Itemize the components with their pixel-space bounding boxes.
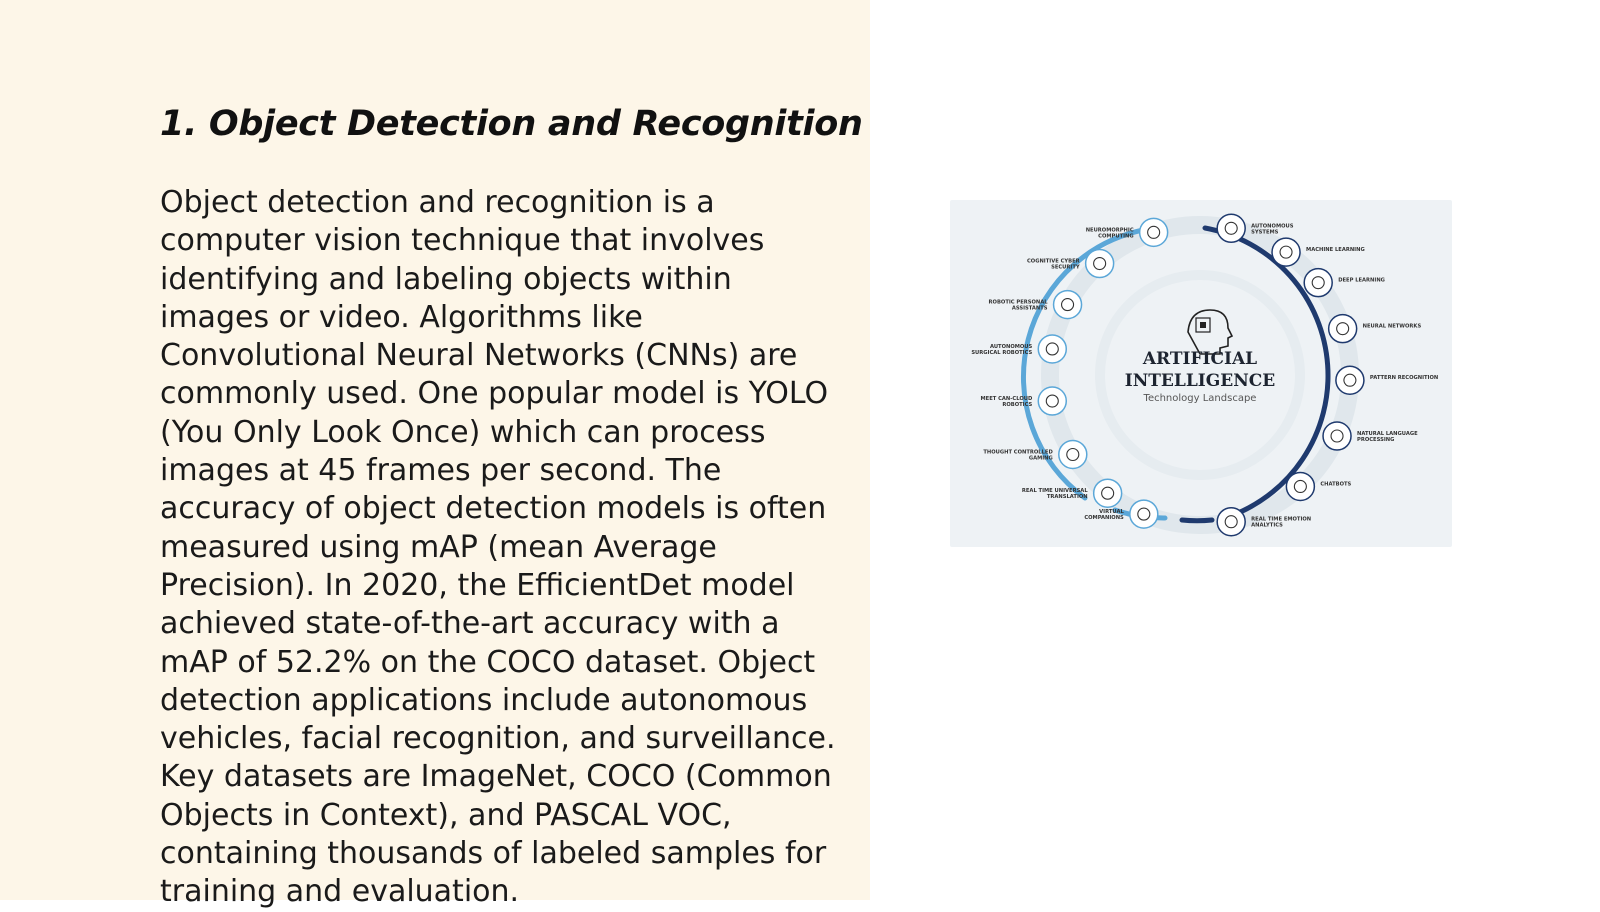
right-node-label-6-0: CHATBOTS bbox=[1320, 481, 1352, 488]
figure-subtitle: Technology Landscape bbox=[1143, 393, 1257, 404]
right-node-label-7-1: ANALYTICS bbox=[1251, 522, 1283, 529]
left-node-label-0-0: NEUROMORPHIC bbox=[1085, 227, 1134, 234]
right-node-label-5-0: NATURAL LANGUAGE bbox=[1357, 431, 1418, 438]
figure-title-line1: ARTIFICIAL bbox=[1142, 349, 1258, 369]
slide-body-text: Object detection and recognition is a computer vision technique that involves identifying and labeling objects within images or video. Algorithms like Convolutional Neural Networks (CNNs) are commonly used. One popular model is YOLO (You Only Look Once) which can process images at 45 frames per second. The accuracy of object detection models is often measured using mAP (mean Average Precision). In 2020, the EfficientDet model achieved state-of-the-art accuracy with a mAP of 52.2% on the COCO dataset. Object detection applications include autonomous vehicles, facial recognition, and surveillance. Key datasets are ImageNet, COCO (Common Objects in Context), and PASCAL VOC, containing thousands of labeled samples for training and evaluation. bbox=[160, 185, 836, 910]
left-node-6 bbox=[1022, 479, 1122, 507]
left-node-label-6-1: TRANSLATION bbox=[1046, 494, 1088, 501]
right-node-label-0-0: AUTONOMOUS bbox=[1251, 223, 1294, 230]
right-node-3 bbox=[1329, 315, 1422, 343]
figure-title-line2: INTELLIGENCE bbox=[1124, 371, 1276, 391]
left-node-label-7-1: COMPANIONS bbox=[1084, 515, 1124, 522]
ai-landscape-figure bbox=[950, 200, 1452, 547]
right-node-label-2-0: DEEP LEARNING bbox=[1338, 277, 1385, 284]
right-node-label-1-0: MACHINE LEARNING bbox=[1306, 247, 1365, 254]
right-node-label-0-1: SYSTEMS bbox=[1251, 229, 1279, 236]
left-node-label-0-1: COMPUTING bbox=[1098, 233, 1134, 240]
right-node-label-3-0: NEURAL NETWORKS bbox=[1362, 323, 1422, 330]
left-node-label-3-0: AUTONOMOUS bbox=[989, 343, 1033, 350]
left-node-label-5-1: GAMING bbox=[1028, 455, 1053, 462]
left-node-label-6-0: REAL TIME UNIVERSAL bbox=[1021, 488, 1088, 495]
right-node-label-5-1: PROCESSING bbox=[1357, 437, 1395, 444]
left-node-1 bbox=[1027, 250, 1114, 278]
right-node-2 bbox=[1304, 269, 1385, 297]
left-node-label-7-0: VIRTUAL bbox=[1099, 509, 1124, 516]
right-node-4 bbox=[1336, 366, 1438, 394]
ai-landscape-diagram bbox=[950, 200, 1452, 547]
right-node-1 bbox=[1272, 238, 1365, 266]
left-node-label-2-1: ASSISTANTS bbox=[1011, 305, 1048, 312]
right-node-label-7-0: REAL TIME EMOTION bbox=[1251, 516, 1312, 523]
right-node-5 bbox=[1323, 422, 1418, 450]
left-node-label-3-1: SURGICAL ROBOTICS bbox=[971, 349, 1033, 356]
left-node-label-4-1: ROBOTICS bbox=[1002, 402, 1033, 409]
left-node-5 bbox=[983, 440, 1086, 468]
brain-head-icon bbox=[1188, 310, 1232, 354]
right-node-label-4-0: PATTERN RECOGNITION bbox=[1369, 375, 1439, 382]
left-node-label-5-0: THOUGHT CONTROLLED bbox=[983, 449, 1053, 456]
left-node-label-1-0: COGNITIVE CYBER bbox=[1026, 258, 1080, 265]
left-node-label-4-0: MEET CAN-CLOUD bbox=[980, 396, 1033, 403]
slide-heading: 1. Object Detection and Recognition bbox=[160, 104, 863, 144]
left-node-label-1-1: SECURITY bbox=[1051, 264, 1080, 271]
left-node-3 bbox=[971, 335, 1066, 363]
left-node-label-2-0: ROBOTIC PERSONAL bbox=[988, 299, 1048, 306]
